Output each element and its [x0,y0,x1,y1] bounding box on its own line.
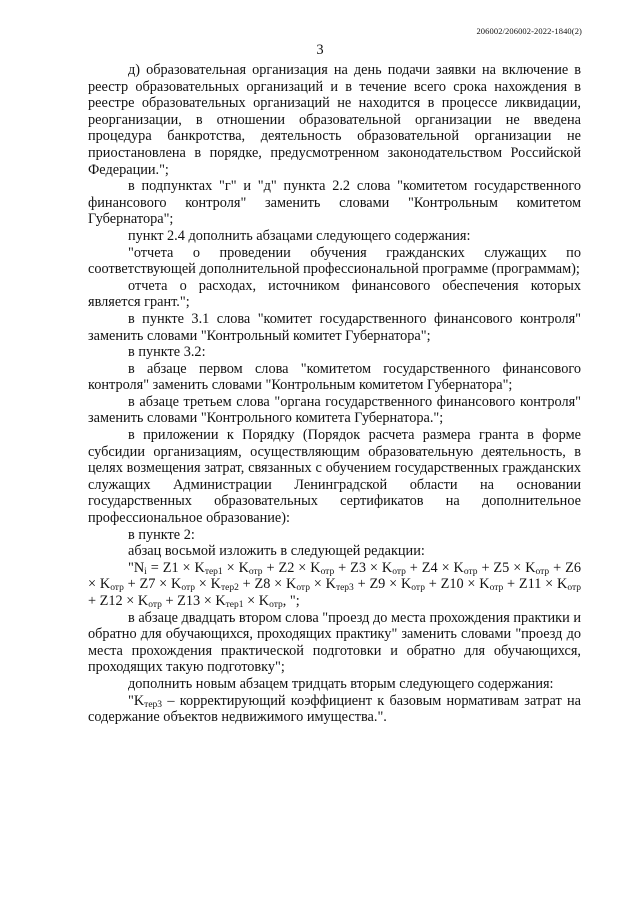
formula-term: + $Z5 \times K_{отр}$ [477,559,550,577]
formula-term: + $Z6 \times K_{отр}$ [88,559,581,594]
formula-term: × $K_{отр}$ [243,593,283,610]
formula-term: = $Z1 \times K_{тер1}$ [146,559,223,577]
formula-term: × $K_{отр}$ [222,559,263,577]
formula-term: + $Z9 \times K_{отр}$ [353,576,425,594]
paragraph: в подпунктах "г" и "д" пункта 2.2 слова "комитетом государственного финансового контроля" заменить словами "Контрольным комитетом Губернатора"; [88,178,581,228]
page-number: 3 [316,42,324,58]
formula-term: + $Z7 \times K_{отр}$ [123,576,195,594]
paragraph: в приложении к Порядку (Порядок расчета размера гранта в форме субсидии организациям, осуществляющим образовательную деятельность, в целях возмещения затрат, связанных с обучением государственных гражданских служащих Администрации Ленинградской области на основании государственных образовательных сертификатов на дополнительное профессиональное образование): [88,427,581,527]
document-id: 206002/206002-2022-1840(2) [476,26,582,36]
formula-term: , "; [282,593,300,609]
formula-term: + $Z2 \times K_{отр}$ [262,559,335,577]
formula-term: + $Z11 \times K_{отр}$ [503,576,581,594]
paragraph: пункт 2.4 дополнить абзацами следующего содержания: [128,227,471,244]
paragraph: в абзаце двадцать втором слова "проезд до места прохождения практики и обратно для обучающихся, проходящих практику" заменить словами "проезд до места прохождения практической подготовки и обратно для обучающихся, проходящих такую подготовку"; [88,609,582,676]
formula-term: + $Z4 \times K_{отр}$ [405,559,478,577]
paragraph: абзац восьмой изложить в следующей редакции: [128,543,425,560]
formula-term: "$N_i$ [128,559,147,577]
formula-term: + $Z13 \times K_{тер1}$ [161,593,244,610]
paragraph: отчета о расходах, источником финансового обеспечения которых является грант."; [88,277,581,311]
formula-term: + $Z8 \times K_{отр}$ [238,576,310,594]
document-body [88,62,581,726]
formula-term: × $K_{тер2}$ [194,576,239,594]
formula-term: + $Z10 \times K_{отр}$ [424,576,504,594]
paragraph: в абзаце третьем слова "органа государственного финансового контроля" заменить словами "Контрольного комитета Губернатора."; [88,393,581,427]
paragraph: в пункте 3.2: [128,344,206,361]
paragraph: д) образовательная организация на день подачи заявки на включение в реестр образовательных организаций и в течение всего срока нахождения в реестре образовательных организаций не находится в процессе ликвидации, реорганизации, в отношении образовательной организации не введена процедура банкротства, деятельность образовательной организации не приостановлена в порядке, предусмотренном законодательством Российской Федерации."; [88,62,581,178]
formula-term: + $Z3 \times K_{отр}$ [334,559,406,577]
paragraph: дополнить новым абзацем тридцать вторым следующего содержания: [128,675,554,692]
final-paragraph: "$K_{тер3}$ – корректирующий коэффициент к базовым нормативам затрат на содержание объектов недвижимого имущества.". [88,692,581,726]
paragraph: в абзаце первом слова "комитетом государственного финансового контроля" заменить словами "Контрольным комитетом Губернатора"; [88,360,581,394]
formula-term: × $K_{тер3}$ [309,576,354,594]
formula-term: + $Z12 \times K_{отр}$ [88,593,162,610]
paragraph: в пункте 3.1 слова "комитет государственного финансового контроля" заменить словами "Контрольный комитет Губернатора"; [88,310,581,344]
formula-paragraph [88,560,581,610]
paragraph: "отчета о проведении обучения гражданских служащих по соответствующей дополнительной профессиональной программе (программам); [88,244,581,278]
paragraph: в пункте 2: [128,526,195,543]
